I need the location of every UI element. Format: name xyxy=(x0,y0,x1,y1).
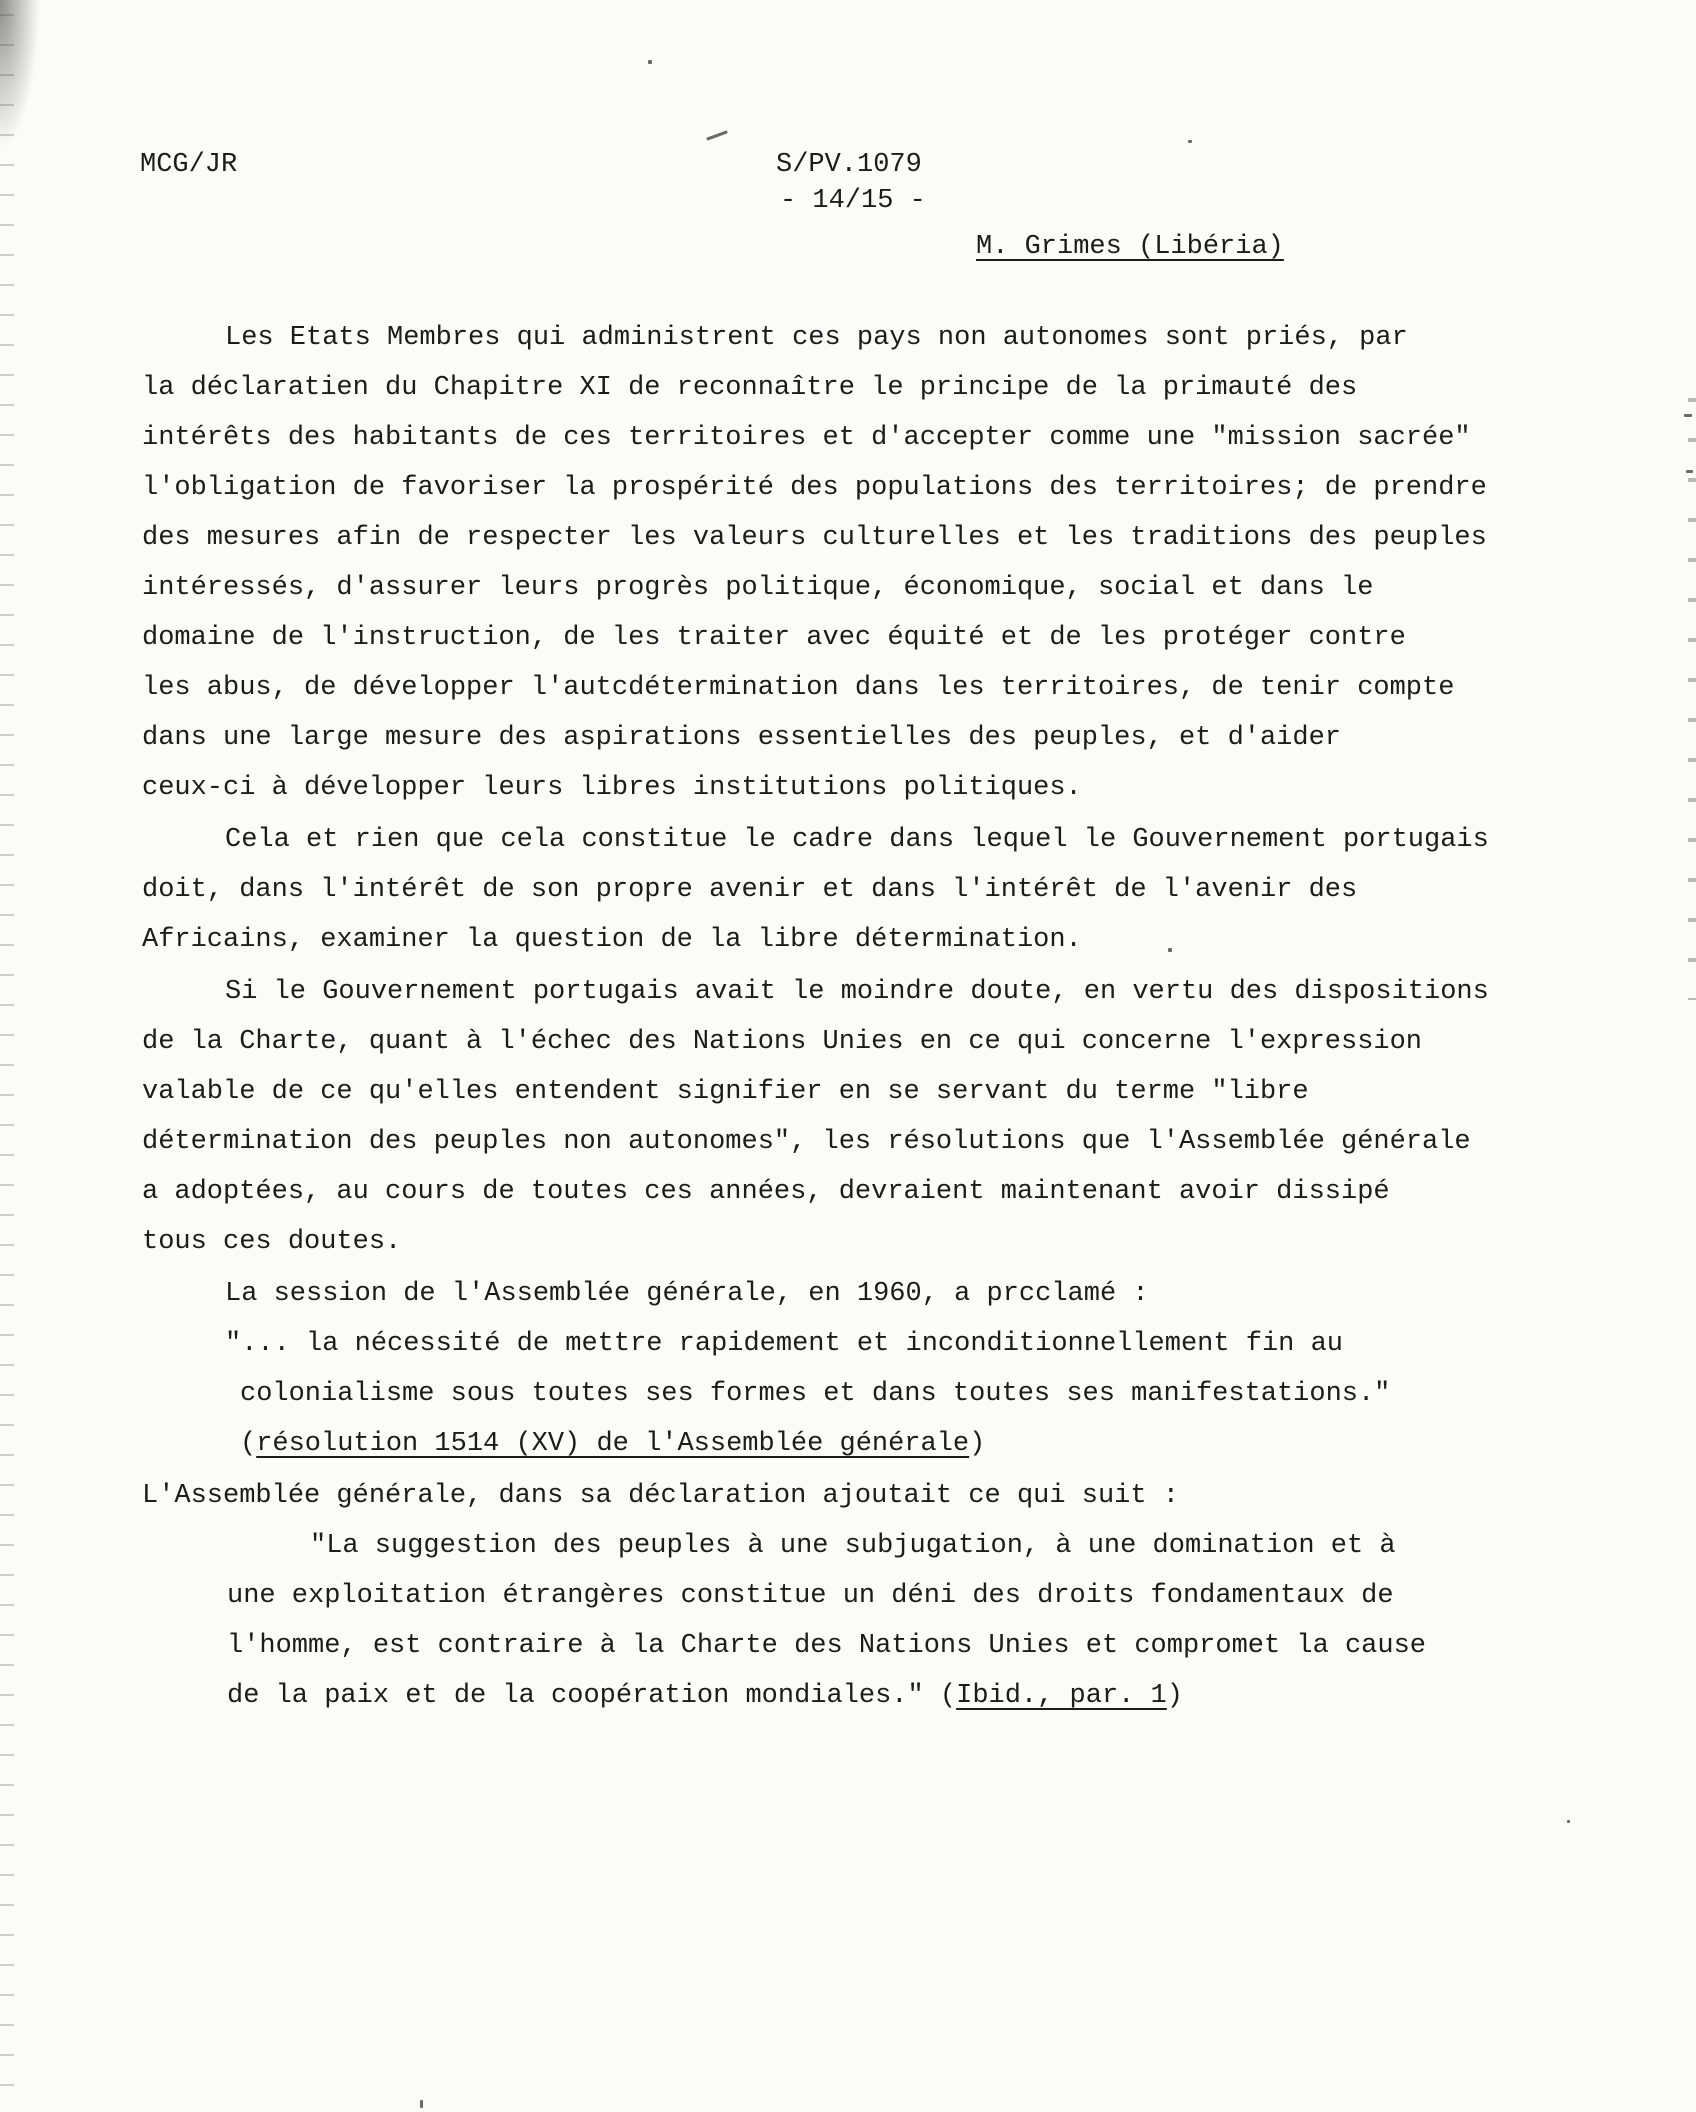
citation-text: résolution 1514 (XV) de l'Assemblée générale xyxy=(256,1429,970,1459)
text-line: Africains, examiner la question de la libre détermination. xyxy=(142,925,1082,955)
text-line: Si le Gouvernement portugais avait le moindre doute, en vertu des dispositions xyxy=(225,977,1489,1007)
paragraph xyxy=(142,313,1542,813)
text-line: des mesures afin de respecter les valeurs culturelles et les traditions des peuples xyxy=(142,523,1487,553)
scan-speck xyxy=(420,2100,423,2108)
text-line: ceux-ci à développer leurs libres institutions politiques. xyxy=(142,773,1082,803)
paragraph xyxy=(142,815,1542,965)
text-line: Cela et rien que cela constitue le cadre dans lequel le Gouvernement portugais xyxy=(225,825,1489,855)
paragraph xyxy=(142,967,1542,1267)
text-line: tous ces doutes. xyxy=(142,1227,402,1257)
quote-line: colonialisme sous toutes ses formes et dans toutes ses manifestations." xyxy=(240,1379,1391,1409)
scan-left-edge xyxy=(0,0,14,2112)
quote-text: de la paix et de la coopération mondiales." ( xyxy=(227,1681,957,1711)
scan-speck xyxy=(1188,140,1192,143)
text-line: Les Etats Membres qui administrent ces pays non autonomes sont priés, par xyxy=(225,323,1408,353)
quote-line: "... la nécessité de mettre rapidement et inconditionnellement fin au xyxy=(225,1329,1343,1359)
text-line: doit, dans l'intérêt de son propre avenir et dans l'intérêt de l'avenir des xyxy=(142,875,1358,905)
text-line: détermination des peuples non autonomes", les résolutions que l'Assemblée générale xyxy=(142,1127,1471,1157)
quotation-block xyxy=(142,1269,1542,1469)
text-line: dans une large mesure des aspirations essentielles des peuples, et d'aider xyxy=(142,723,1341,753)
reference-initials: MCG/JR xyxy=(140,150,238,180)
body-text xyxy=(142,313,1542,1723)
scan-right-edge xyxy=(1688,380,1696,1000)
declaration-intro: L'Assemblée générale, dans sa déclaration ajoutait ce qui suit : xyxy=(142,1481,1179,1511)
text-line: de la Charte, quant à l'échec des Nations Unies en ce qui concerne l'expression xyxy=(142,1027,1423,1057)
scan-speck xyxy=(1567,1820,1570,1823)
text-line: la déclaratien du Chapitre XI de reconnaître le principe de la primauté des xyxy=(142,373,1358,403)
quote-line xyxy=(142,1671,1542,1721)
session-intro: La session de l'Assemblée générale, en 1960, a prcclamé : xyxy=(225,1279,1149,1309)
citation-paren: ) xyxy=(1166,1681,1183,1711)
text-line: a adoptées, au cours de toutes ces années, devraient maintenant avoir dissipé xyxy=(142,1177,1390,1207)
text-line: intéressés, d'assurer leurs progrès politique, économique, social et dans le xyxy=(142,573,1374,603)
scan-speck xyxy=(1684,414,1692,417)
citation-paren: ) xyxy=(969,1429,986,1459)
quote-line: "La suggestion des peuples à une subjugation, à une domination et à xyxy=(310,1531,1396,1561)
text-line: valable de ce qu'elles entendent signifier en se servant du terme "libre xyxy=(142,1077,1309,1107)
citation-paren: ( xyxy=(240,1429,257,1459)
text-line: intérêts des habitants de ces territoires et d'accepter comme une "mission sacrée" xyxy=(142,423,1471,453)
scan-speck xyxy=(706,130,728,140)
ibid-citation: Ibid., par. 1 xyxy=(956,1681,1167,1711)
speaker-heading: M. Grimes (Libéria) xyxy=(976,232,1284,262)
scan-speck xyxy=(648,60,652,64)
text-line: l'obligation de favoriser la prospérité des populations des territoires; de prendre xyxy=(142,473,1487,503)
page-number: - 14/15 - xyxy=(780,186,926,216)
document-symbol: S/PV.1079 xyxy=(776,150,922,180)
quote-line: l'homme, est contraire à la Charte des Nations Unies et compromet la cause xyxy=(227,1631,1426,1661)
scan-speck xyxy=(1686,470,1693,473)
quote-line: une exploitation étrangères constitue un déni des droits fondamentaux de xyxy=(227,1581,1394,1611)
resolution-citation xyxy=(142,1419,1542,1469)
text-line: domaine de l'instruction, de les traiter avec équité et de les protéger contre xyxy=(142,623,1406,653)
quotation-block xyxy=(142,1471,1542,1721)
text-line: les abus, de développer l'autcdétermination dans les territoires, de tenir compte xyxy=(142,673,1455,703)
